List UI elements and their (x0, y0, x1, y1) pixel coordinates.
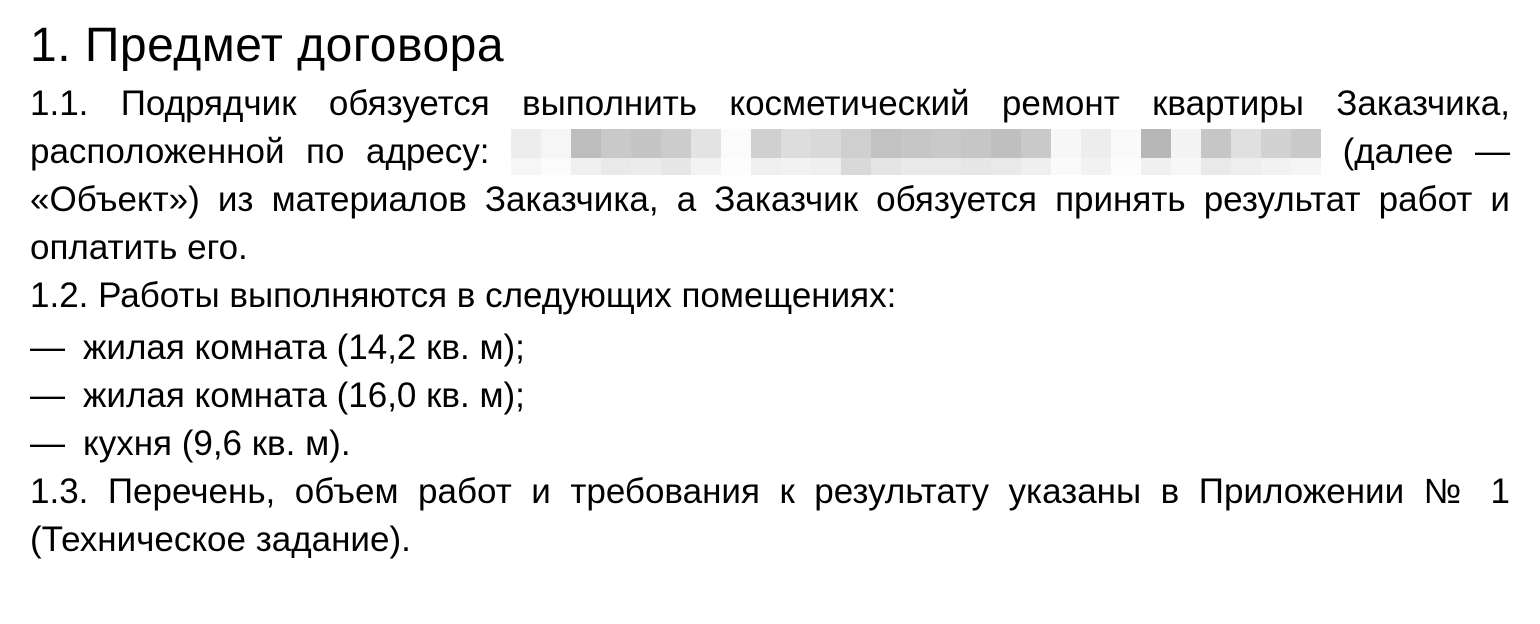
clause-1-3-line-2: (Техническое задание). (30, 520, 411, 559)
address-word: расположенной (30, 132, 285, 171)
list-dash: — (30, 376, 65, 415)
clause-1-3-line-1: 1.3. Перечень, объем работ и требования к результату указаны в Приложении № 1 (30, 472, 1510, 511)
list-dash: — (30, 328, 65, 367)
clause-1-3 (30, 468, 1510, 564)
address-word: по (306, 132, 345, 171)
clause-1-1-line-4: оплатить его. (30, 228, 248, 267)
rooms-list (30, 324, 1510, 468)
list-item (30, 324, 1510, 372)
redacted-address-pixelation (511, 129, 1321, 175)
list-item-text: кухня (9,6 кв. м). (83, 424, 351, 463)
list-item-text: жилая комната (14,2 кв. м); (83, 328, 525, 367)
list-item (30, 420, 1510, 468)
clause-1-1 (30, 80, 1510, 272)
address-word: (далее (1342, 132, 1454, 171)
list-item-text: жилая комната (16,0 кв. м); (83, 376, 525, 415)
clause-1-1-line-3: «Объект») из материалов Заказчика, а Заказчик обязуется принять результат работ и (30, 180, 1510, 219)
address-word: адресу: (365, 132, 490, 171)
clause-1-1-line-1: 1.1. Подрядчик обязуется выполнить косметический ремонт квартиры Заказчика, (30, 84, 1510, 123)
clause-1-2: 1.2. Работы выполняются в следующих помещениях: (30, 276, 897, 315)
address-word: — (1474, 132, 1510, 171)
list-dash: — (30, 424, 65, 463)
clause-1-1-address-line (30, 128, 1510, 176)
list-item (30, 372, 1510, 420)
section-heading: 1. Предмет договора (30, 19, 505, 72)
